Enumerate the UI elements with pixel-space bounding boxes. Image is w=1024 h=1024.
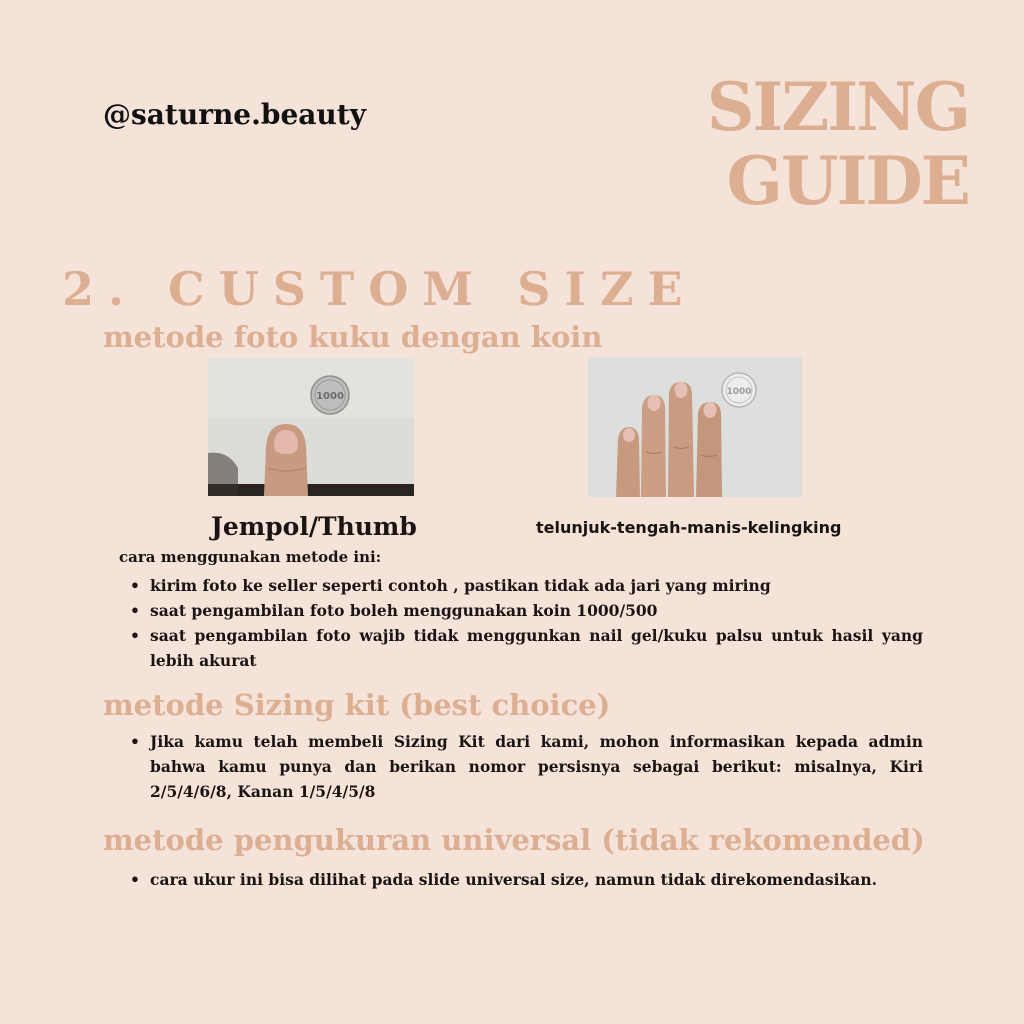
list-item: • saat pengambilan foto wajib tidak menggunkan nail gel/kuku palsu untuk hasil yang lebih akurat [128,623,923,673]
fingers-caption: telunjuk-tengah-manis-kelingking [536,518,842,537]
method-photo-heading: metode foto kuku dengan koin [103,320,603,354]
coin-icon [722,373,756,407]
method-photo-bullets [128,573,923,673]
page-title [707,70,969,218]
method-kit-heading: metode Sizing kit (best choice) [103,688,611,722]
brand-handle: @saturne.beauty [103,98,366,131]
thumb-photo [208,358,414,496]
thumb-icon [264,424,308,496]
title-line-2: GUIDE [726,142,969,220]
coin-icon [311,376,349,414]
svg-text:1000: 1000 [726,387,752,397]
thumb-photo-illustration [208,358,414,496]
method-photo-intro: cara menggunakan metode ini: [119,548,382,566]
list-item: • kirim foto ke seller seperti contoh , pastikan tidak ada jari yang miring [128,573,923,598]
list-item: • cara ukur ini bisa dilihat pada slide universal size, namun tidak direkomendasikan. [128,867,923,892]
section-heading: 2. CUSTOM SIZE [62,262,697,316]
fingers-photo [588,357,802,497]
method-universal-heading: metode pengukuran universal (tidak rekomended) [103,823,925,857]
list-item: • Jika kamu telah membeli Sizing Kit dari kami, mohon informasikan kepada admin bahwa kamu punya dan berikan nomor persisnya sebagai berikut: misalnya, Kiri 2/5/4/6/8, Kanan 1/5/4/5/8 [128,729,923,804]
title-line-1: SIZING [706,68,969,146]
list-item: • saat pengambilan foto boleh menggunakan koin 1000/500 [128,598,923,623]
fingers-photo-illustration [588,357,802,497]
svg-text:1000: 1000 [316,391,344,402]
method-kit-bullets [128,729,923,804]
thumb-caption: Jempol/Thumb [211,512,417,541]
method-universal-bullets [128,867,923,892]
